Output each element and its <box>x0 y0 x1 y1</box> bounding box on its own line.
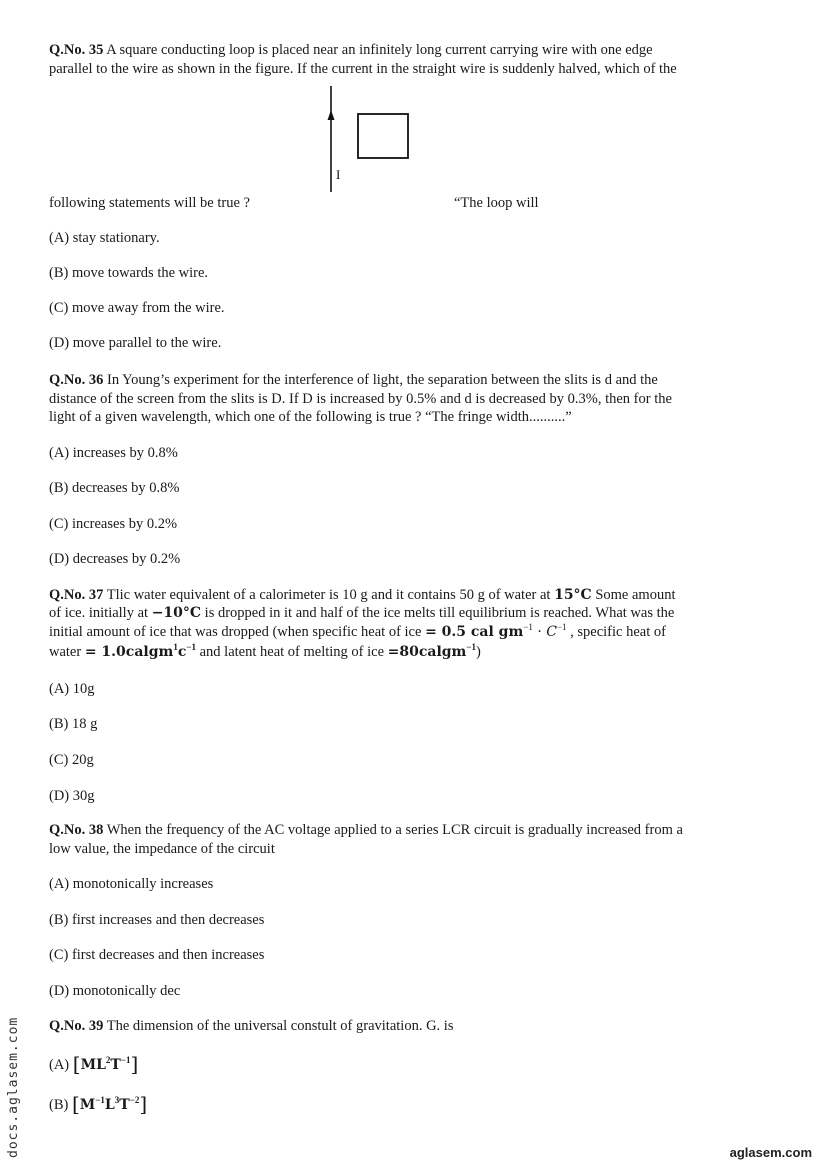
q39-stem-line1: Q.No. 39 The dimension of the universal constult of gravitation. G. is <box>49 1018 454 1034</box>
q35-option-c: (C) move away from the wire. <box>49 300 225 316</box>
q36-option-b: (B) decreases by 0.8% <box>49 480 180 496</box>
q37-stem-line2: of ice. initially at −10°C is dropped in it and half of the ice melts till equilibrium is reached. What was the <box>49 605 675 621</box>
q38-stem-line2: low value, the impedance of the circuit <box>49 841 275 857</box>
q37-label: Q.No. 37 <box>49 587 104 603</box>
q36-option-c: (C) increases by 0.2% <box>49 516 178 532</box>
q35-stem-line1: Q.No. 35 A square conducting loop is placed near an infinitely long current carrying wire with one edge <box>49 42 653 58</box>
q39-option-a: (A) $[ML^2T^{-1}]$ <box>49 1052 139 1076</box>
q35-option-d: (D) move parallel to the wire. <box>49 335 222 351</box>
q35-option-b: (B) move towards the wire. <box>49 265 209 281</box>
q37-option-c: (C) 20g <box>49 752 94 768</box>
current-arrow-icon <box>328 110 335 120</box>
q38-label: Q.No. 38 <box>49 822 104 838</box>
q37-stem-line3: initial amount of ice that was dropped (when specific heat of ice = 0.5 cal $gm^{-1} \cdot C^{-1}$ , specific heat of <box>49 622 666 640</box>
q36-option-d: (D) decreases by 0.2% <box>49 551 181 567</box>
q38-stem-line1: Q.No. 38 When the frequency of the AC voltage applied to a series LCR circuit is gradually increased from a <box>49 822 683 838</box>
q38-option-c: (C) first decreases and then increases <box>49 947 265 963</box>
square-loop <box>358 114 408 158</box>
q39-label: Q.No. 39 <box>49 1018 104 1034</box>
q35-stem-line3b: “The loop will <box>454 195 539 211</box>
q38-option-b: (B) first increases and then decreases <box>49 912 265 928</box>
q35-stem-line2: parallel to the wire as shown in the figure. If the current in the straight wire is suddenly halved, which of the <box>49 61 677 77</box>
q36-label: Q.No. 36 <box>49 372 104 388</box>
footer-brand: aglasem.com <box>729 1145 812 1160</box>
q37-stem-line4: water = $1.0calgm^1c^{-1}$ and latent heat of melting of ice =80calgm$^{-1}$) <box>49 642 481 660</box>
q37-stem-line1: Q.No. 37 Tlic water equivalent of a calorimeter is 10 g and it contains 50 g of water at 15°C Some amount <box>49 587 676 603</box>
side-watermark: docs.aglasem.com <box>6 1016 21 1158</box>
q37-option-b: (B) 18 g <box>49 716 98 732</box>
q36-option-a: (A) increases by 0.8% <box>49 445 178 461</box>
q35-option-a: (A) stay stationary. <box>49 230 160 246</box>
q38-option-d: (D) monotonically dec <box>49 983 181 999</box>
q35-stem-line3a: following statements will be true ? <box>49 195 250 211</box>
q37-option-a: (A) 10g <box>49 681 95 697</box>
q39-option-b: (B) $[M^{-1}L^3T^{-2}]$ <box>49 1092 148 1116</box>
q36-stem-line2: distance of the screen from the slits is D. If D is increased by 0.5% and d is decreased by 0.3%, then for the <box>49 391 672 407</box>
q35-figure <box>318 80 442 198</box>
q36-stem-line1: Q.No. 36 In Young’s experiment for the interference of light, the separation between the slits is d and the <box>49 372 658 388</box>
current-label: I <box>336 167 341 182</box>
q37-option-d: (D) 30g <box>49 788 95 804</box>
q35-label: Q.No. 35 <box>49 42 104 58</box>
q38-option-a: (A) monotonically increases <box>49 876 214 892</box>
q36-stem-line3: light of a given wavelength, which one of the following is true ? “The fringe width..........” <box>49 409 572 425</box>
